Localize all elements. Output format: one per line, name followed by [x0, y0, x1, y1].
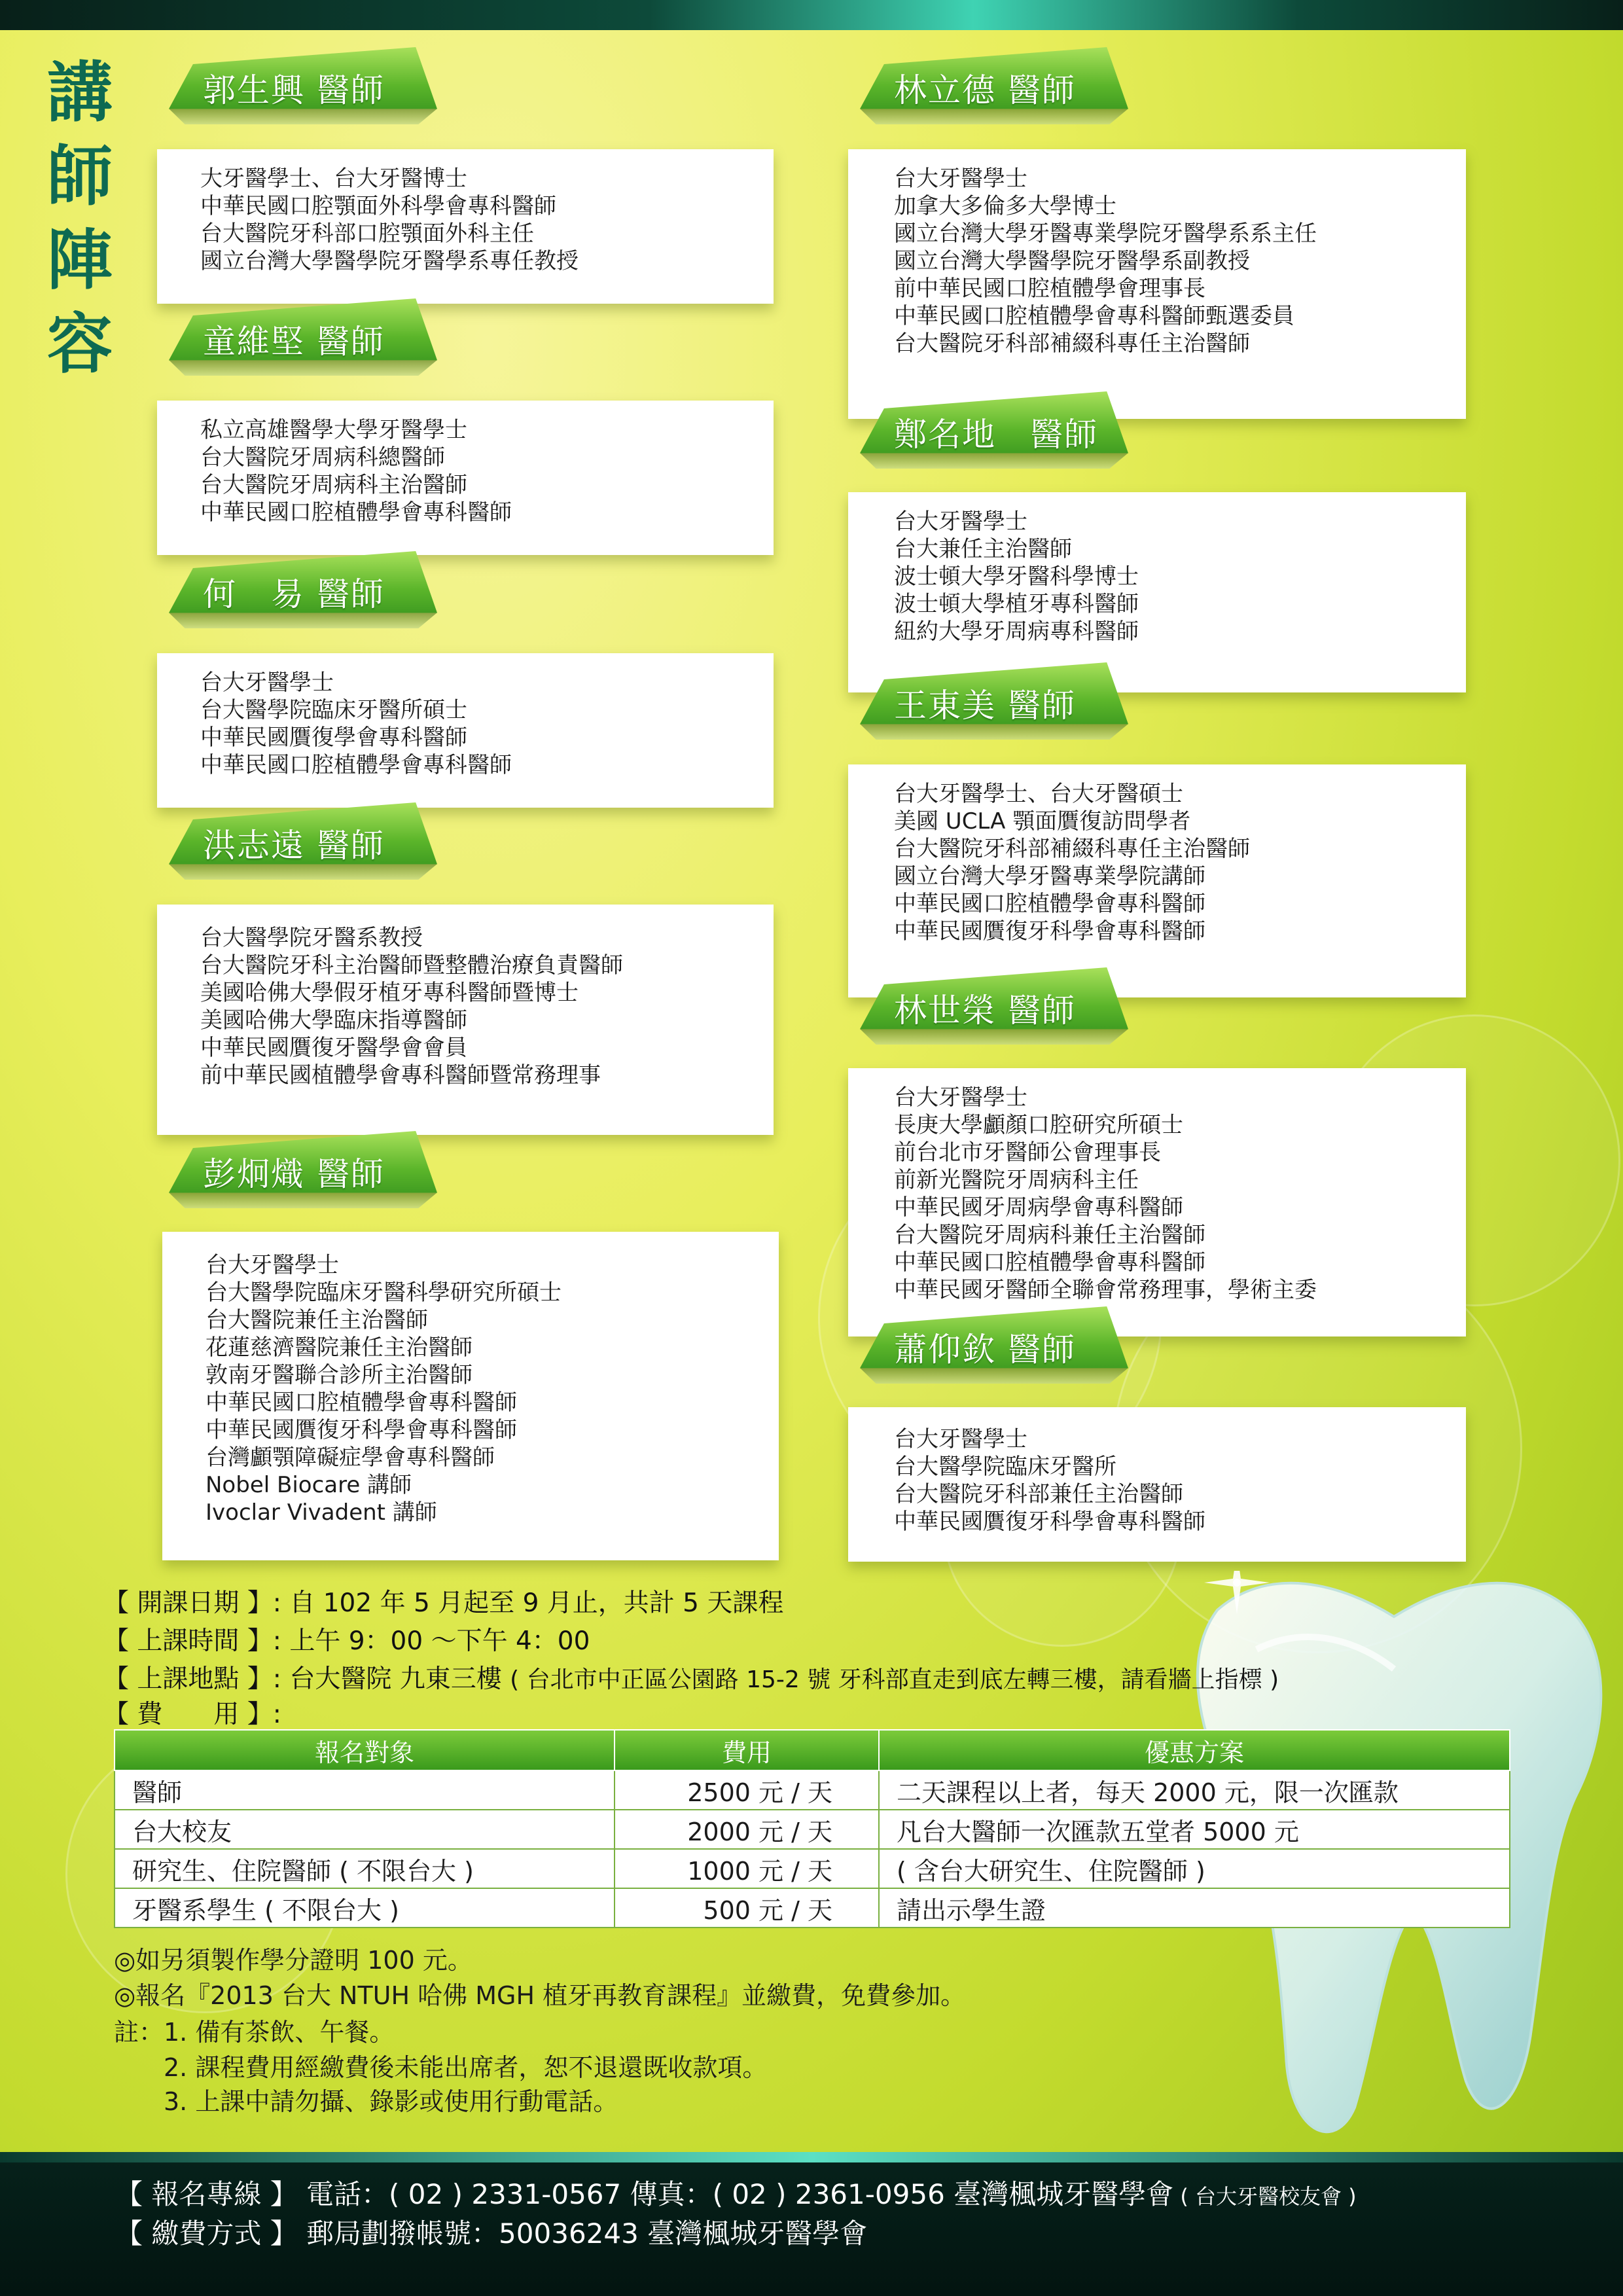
credential-line: 中華民國口腔植體學會專科醫師	[200, 752, 512, 778]
table-row	[115, 1849, 1510, 1888]
credential-line: 台大醫院牙科主治醫師暨整體治療負責醫師	[200, 952, 623, 978]
credential-line: 台大牙醫學士	[894, 509, 1027, 535]
credential-line: 美國 UCLA 顎面贋復訪問學者	[894, 808, 1191, 834]
credential-line: 台大牙醫學士	[205, 1252, 339, 1278]
credential-line: 中華民國口腔植體學會專科醫師甄選委員	[894, 303, 1294, 329]
footer-contact-text: 【 報名專線 】 電話：( 02 ) 2331-0567 傳真：( 02 ) 2361-0956 臺灣楓城牙醫學會	[115, 2178, 1174, 2210]
instructor-card	[157, 653, 774, 808]
credential-line: 台大牙醫學士	[894, 1426, 1027, 1452]
credential-line: 長庚大學顱顏口腔研究所碩士	[894, 1112, 1183, 1138]
instructor-name-tag	[860, 1306, 1128, 1384]
credential-line: 台大牙醫學士	[894, 1085, 1027, 1111]
cell-offer: 二天課程以上者，每天 2000 元，限一次匯款	[879, 1770, 1510, 1810]
credential-line: 台大牙醫學士	[200, 670, 334, 696]
instructor-name-tag	[860, 967, 1128, 1045]
credential-line: 台大醫院牙科部補綴科專任主治醫師	[894, 331, 1250, 357]
note-line: ◎如另須製作學分證明 100 元。	[114, 1946, 473, 1975]
cell-who: 醫師	[115, 1770, 615, 1810]
credential-line: 中華民國贋復牙醫學會會員	[200, 1035, 467, 1061]
credential-line: 台大牙醫學士	[894, 166, 1027, 192]
note-line: 2. 課程費用經繳費後未能出席者，恕不退還既收款項。	[114, 2053, 768, 2082]
instructor-card	[157, 149, 774, 304]
credential-line: 中華民國口腔植體學會專科醫師	[894, 891, 1205, 917]
instructor-name: 童維堅 醫師	[203, 323, 385, 361]
instructor-card	[848, 1068, 1466, 1336]
credential-line: 台大醫學院臨床牙醫科學研究所碩士	[205, 1280, 562, 1306]
credential-line: 國立台灣大學牙醫專業學院牙醫學系系主任	[894, 221, 1317, 247]
cell-fee: 1000 元 / 天	[615, 1849, 879, 1888]
footer-payment: 【 繳費方式 】 郵局劃撥帳號：50036243 臺灣楓城牙醫學會	[115, 2217, 868, 2250]
location-note: ( 台北市中正區公園路 15-2 號 牙科部直走到底左轉三樓，請看牆上指標 )	[510, 1666, 1279, 1693]
credential-line: 中華民國口腔植體學會專科醫師	[205, 1390, 517, 1416]
instructor-name: 彭炯熾 醫師	[203, 1155, 385, 1193]
cell-offer: 請出示學生證	[879, 1888, 1510, 1928]
instructor-name-tag	[169, 802, 437, 880]
credential-line: 台大醫院牙周病科總醫師	[200, 444, 445, 471]
title-char: 陣	[47, 222, 113, 298]
credential-line: 台大醫院牙周病科兼任主治醫師	[894, 1222, 1205, 1248]
credential-line: Nobel Biocare 講師	[205, 1472, 412, 1498]
credential-line: 波士頓大學植牙專科醫師	[894, 591, 1139, 617]
top-banner-bar	[0, 0, 1623, 30]
credential-line: 中華民國口腔植體學會專科醫師	[200, 499, 512, 526]
fee-label: 【 費 用 】:	[103, 1700, 281, 1729]
footer-contact	[115, 2173, 1357, 2212]
note-line: 註：1. 備有茶飲、午餐。	[114, 2018, 395, 2047]
instructor-card	[848, 1407, 1466, 1562]
credential-line: 台大牙醫學士、台大牙醫碩士	[894, 781, 1183, 807]
instructor-card	[162, 1232, 779, 1560]
credential-line: 中華民國牙周病學會專科醫師	[894, 1194, 1183, 1221]
column-header: 報名對象	[115, 1730, 615, 1770]
credential-line: 中華民國贋復牙科學會專科醫師	[205, 1417, 517, 1443]
instructor-name-tag	[169, 298, 437, 376]
note-line: ◎報名『2013 台大 NTUH 哈佛 MGH 植牙再教育課程』並繳費，免費參加。	[114, 1981, 966, 2010]
title-char: 容	[47, 306, 113, 382]
credential-line: 國立台灣大學醫學院牙醫學系副教授	[894, 248, 1250, 274]
instructor-card	[157, 905, 774, 1135]
instructor-name: 鄭名地 醫師	[894, 416, 1098, 454]
cell-offer: 凡台大醫師一次匯款五堂者 5000 元	[879, 1810, 1510, 1849]
instructor-name-tag	[860, 391, 1128, 469]
credential-line: Ivoclar Vivadent 講師	[205, 1499, 437, 1526]
credential-line: 中華民國牙醫師全聯會常務理事，學術主委	[894, 1277, 1317, 1303]
credential-line: 台大醫學院牙醫系教授	[200, 925, 423, 951]
credential-line: 加拿大多倫多大學博士	[894, 193, 1116, 219]
page-title	[41, 51, 119, 386]
footer-contact-note: ( 台大牙醫校友會 )	[1173, 2184, 1357, 2209]
column-header: 優惠方案	[879, 1730, 1510, 1770]
fee-table	[114, 1729, 1510, 1928]
credential-line: 前中華民國口腔植體學會理事長	[894, 276, 1205, 302]
credential-line: 台大醫院牙科部補綴科專任主治醫師	[894, 836, 1250, 862]
instructor-name-tag	[860, 662, 1128, 740]
table-row	[115, 1770, 1510, 1810]
course-dates: 【 開課日期 】: 自 102 年 5 月起至 9 月止，共計 5 天課程	[103, 1588, 784, 1618]
instructor-name: 王東美 醫師	[894, 687, 1076, 725]
credential-line: 前中華民國植體學會專科醫師暨常務理事	[200, 1062, 601, 1088]
instructor-name: 林世榮 醫師	[894, 992, 1076, 1030]
location-text: 【 上課地點 】: 台大醫院 九東三樓	[103, 1664, 502, 1694]
table-row	[115, 1810, 1510, 1849]
credential-line: 敦南牙醫聯合診所主治醫師	[205, 1362, 473, 1388]
cell-who: 牙醫系學生 ( 不限台大 )	[115, 1888, 615, 1928]
cell-who: 研究生、住院醫師 ( 不限台大 )	[115, 1849, 615, 1888]
credential-line: 紐約大學牙周病專科醫師	[894, 619, 1139, 645]
table-row	[115, 1888, 1510, 1928]
cell-offer: ( 含台大研究生、住院醫師 )	[879, 1849, 1510, 1888]
credential-line: 波士頓大學牙醫科學博士	[894, 564, 1139, 590]
course-time: 【 上課時間 】: 上午 9：00 ～下午 4：00	[103, 1626, 590, 1656]
credential-line: 中華民國贋復學會專科醫師	[200, 725, 467, 751]
note-line: 3. 上課中請勿攝、錄影或使用行動電話。	[114, 2087, 618, 2116]
credential-line: 台灣顱顎障礙症學會專科醫師	[205, 1444, 495, 1471]
credential-line: 私立高雄醫學大學牙醫學士	[200, 417, 467, 443]
instructor-name-tag	[169, 1131, 437, 1208]
instructor-card	[848, 764, 1466, 997]
cell-fee: 500 元 / 天	[615, 1888, 879, 1928]
credential-line: 台大兼任主治醫師	[894, 536, 1072, 562]
credential-line: 大牙醫學士、台大牙醫博士	[200, 166, 467, 192]
instructor-name-tag	[169, 551, 437, 628]
credential-line: 花蓮慈濟醫院兼任主治醫師	[205, 1335, 473, 1361]
credential-line: 台大醫院牙科部兼任主治醫師	[894, 1481, 1183, 1507]
column-header: 費用	[615, 1730, 879, 1770]
credential-line: 台大醫院兼任主治醫師	[205, 1307, 428, 1333]
credential-line: 台大醫學院臨床牙醫所碩士	[200, 697, 467, 723]
course-location	[103, 1659, 1279, 1695]
credential-line: 國立台灣大學牙醫專業學院講師	[894, 863, 1205, 889]
title-char: 講	[47, 54, 113, 131]
instructor-card	[157, 401, 774, 555]
credential-line: 國立台灣大學醫學院牙醫學系專任教授	[200, 248, 579, 274]
instructor-name-tag	[169, 47, 437, 124]
credential-line: 中華民國贋復牙科學會專科醫師	[894, 1509, 1205, 1535]
cell-who: 台大校友	[115, 1810, 615, 1849]
credential-line: 台大醫院牙科部口腔顎面外科主任	[200, 221, 534, 247]
instructor-name: 何 易 醫師	[203, 575, 385, 613]
credential-line: 美國哈佛大學臨床指導醫師	[200, 1007, 467, 1033]
instructor-name: 郭生興 醫師	[203, 71, 385, 109]
instructor-name: 洪志遠 醫師	[203, 827, 385, 865]
credential-line: 美國哈佛大學假牙植牙專科醫師暨博士	[200, 980, 579, 1006]
instructor-name: 蕭仰欽 醫師	[894, 1331, 1076, 1369]
instructor-card	[848, 149, 1466, 419]
credential-line: 台大醫學院臨床牙醫所	[894, 1454, 1116, 1480]
credential-line: 前新光醫院牙周病科主任	[894, 1167, 1139, 1193]
credential-line: 中華民國口腔植體學會專科醫師	[894, 1249, 1205, 1276]
cell-fee: 2500 元 / 天	[615, 1770, 879, 1810]
credential-line: 中華民國贋復牙科學會專科醫師	[894, 918, 1205, 944]
instructor-name: 林立德 醫師	[894, 71, 1076, 109]
credential-line: 台大醫院牙周病科主治醫師	[200, 472, 467, 498]
credential-line: 中華民國口腔顎面外科學會專科醫師	[200, 193, 556, 219]
title-char: 師	[47, 138, 113, 215]
credential-line: 前台北市牙醫師公會理事長	[894, 1139, 1161, 1166]
table-header-row	[115, 1730, 1510, 1770]
cell-fee: 2000 元 / 天	[615, 1810, 879, 1849]
instructor-name-tag	[860, 47, 1128, 124]
